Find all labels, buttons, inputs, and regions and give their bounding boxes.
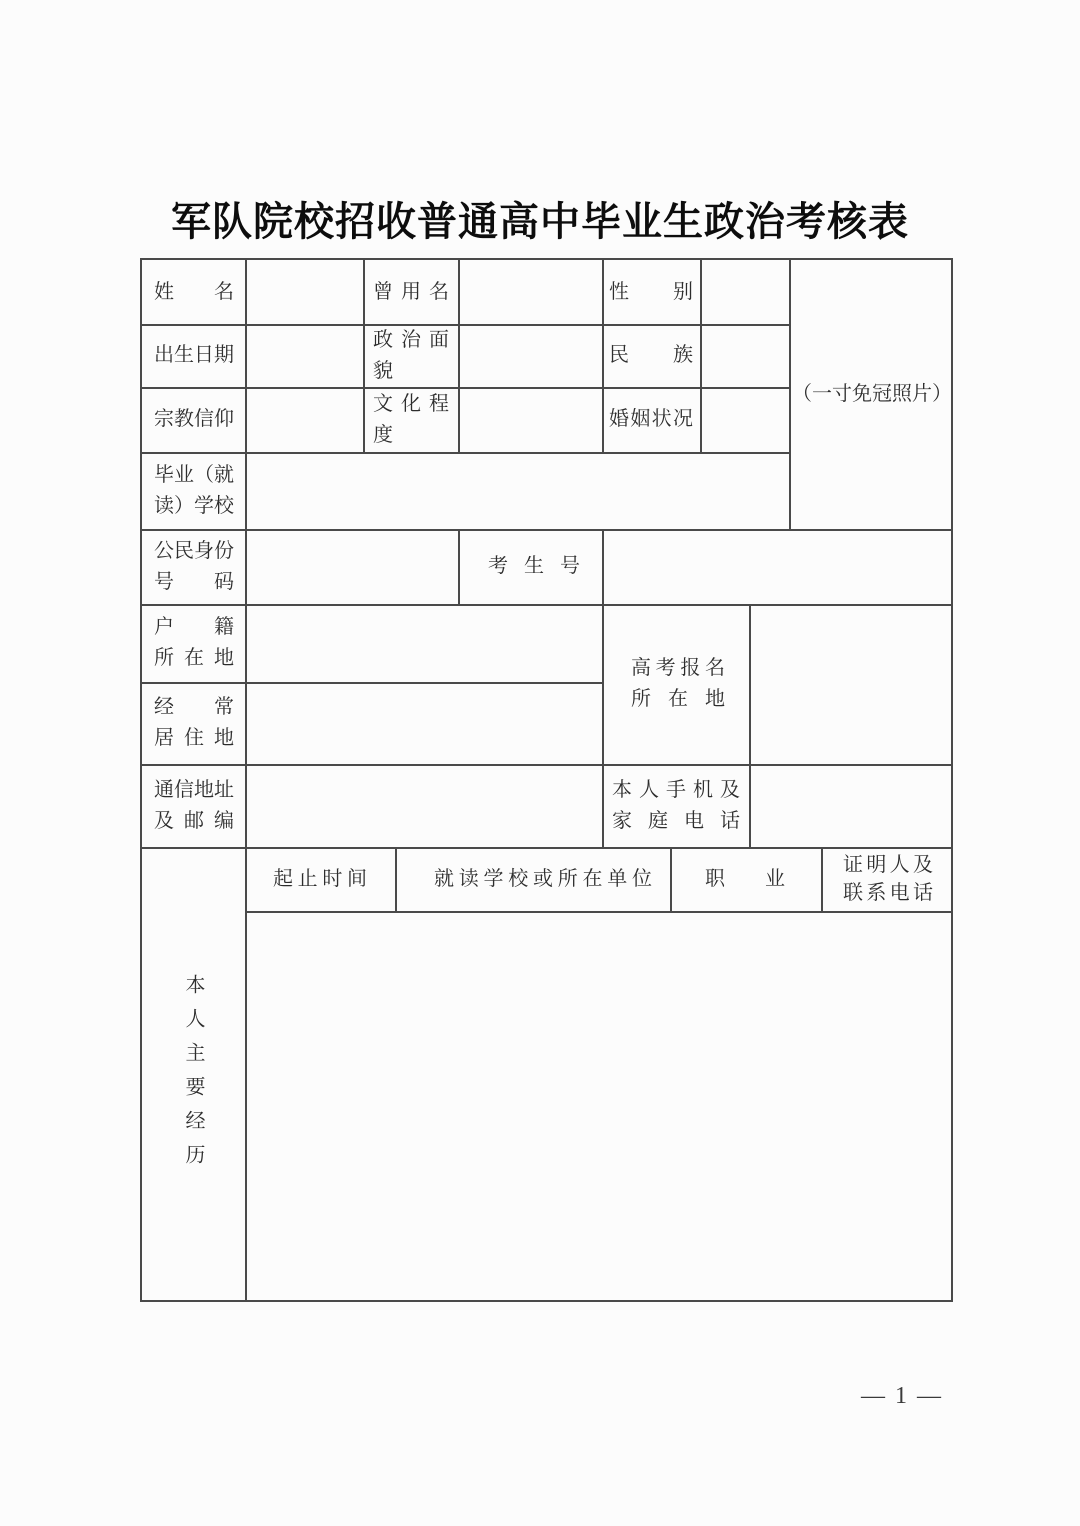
hukou-value-cell — [245, 604, 602, 682]
label-line: 联系电话 — [843, 882, 933, 904]
label-line: 性别 — [609, 280, 693, 303]
page-number: — 1 — — [861, 1383, 943, 1409]
gaokao-location-label — [631, 604, 725, 764]
label-line: 户籍 — [154, 616, 234, 638]
birth-date-value-cell — [245, 324, 363, 387]
religion-value-cell — [245, 387, 363, 452]
marital-status-label — [609, 387, 693, 452]
label-line: 公民身份 — [154, 539, 234, 562]
label-line: 证明人及 — [843, 854, 933, 876]
label-line: 所在地 — [154, 647, 234, 669]
label-line: 姓名 — [154, 280, 234, 303]
gender-value-cell — [700, 260, 789, 324]
label-line: 政治面貌 — [373, 328, 449, 382]
label-line: 出生日期 — [154, 344, 234, 366]
gaokao-location-value-cell — [749, 604, 951, 764]
name-label — [154, 260, 234, 324]
former-name-value-cell — [458, 260, 602, 324]
label-line: 家庭电话 — [612, 809, 740, 832]
label-line: 本人主要经历 — [182, 973, 204, 1178]
photo-cell — [789, 260, 951, 529]
ethnicity-label — [609, 324, 693, 387]
school-value-cell — [245, 452, 789, 529]
citizen-id-value-cell — [245, 529, 458, 604]
candidate-no-value-cell — [602, 529, 951, 604]
mail-address-value-cell — [245, 764, 602, 847]
label-line: 及邮编 — [154, 809, 234, 832]
label-line: 居住地 — [154, 727, 234, 749]
divider — [670, 847, 672, 911]
phone-label — [612, 764, 740, 847]
divider — [821, 847, 823, 911]
residence-value-cell — [245, 682, 602, 764]
marital-status-value-cell — [700, 387, 789, 452]
ethnicity-value-cell — [700, 324, 789, 387]
label-line: 经常 — [154, 696, 234, 718]
divider — [458, 529, 460, 604]
label-line: 婚姻状况 — [609, 408, 693, 430]
label-line: 民族 — [609, 344, 693, 366]
history-col-time-header — [273, 847, 367, 911]
gender-label — [609, 260, 693, 324]
residence-label — [154, 682, 234, 764]
divider — [363, 260, 365, 452]
history-col-reference-header — [843, 847, 933, 911]
label-line: 就读学校或所在单位 — [434, 867, 652, 890]
label-line: 文化程度 — [373, 392, 449, 446]
phone-value-cell — [749, 764, 951, 847]
label-line: 曾用名 — [373, 280, 449, 303]
label-line: 起止时间 — [273, 867, 367, 890]
education-value-cell — [458, 387, 602, 452]
divider — [602, 260, 604, 452]
label-line: 所在地 — [631, 688, 725, 710]
form-table — [140, 258, 953, 1302]
label-line: 通信地址 — [154, 778, 234, 801]
candidate-no-label — [488, 529, 580, 604]
label-line: 号码 — [154, 570, 234, 593]
label-line: 宗教信仰 — [154, 408, 234, 430]
label-line: 读）学校 — [154, 494, 234, 517]
education-label — [373, 387, 449, 452]
personal-history-body-cell — [245, 911, 951, 1300]
label-line: 职业 — [705, 867, 785, 890]
label-line: 本人手机及 — [612, 778, 740, 801]
label-line: 考生号 — [488, 555, 580, 577]
hukou-label — [154, 604, 234, 682]
label-line: 毕业（就 — [154, 463, 234, 486]
birth-date-label — [154, 324, 234, 387]
history-col-occupation-header — [705, 847, 785, 911]
name-value-cell — [245, 260, 363, 324]
personal-history-section-label — [142, 847, 245, 1304]
divider — [395, 847, 397, 911]
mail-address-label — [154, 764, 234, 847]
label-line: 高考报名 — [631, 657, 725, 679]
political-status-value-cell — [458, 324, 602, 387]
label-line: （一寸免冠照片） — [792, 383, 952, 405]
page-title: 军队院校招收普通高中毕业生政治考核表 — [171, 200, 909, 244]
school-label — [154, 452, 234, 529]
citizen-id-label — [154, 529, 234, 604]
political-status-label — [373, 324, 449, 387]
religion-label — [154, 387, 234, 452]
history-col-school-header — [434, 847, 652, 911]
former-name-label — [373, 260, 449, 324]
